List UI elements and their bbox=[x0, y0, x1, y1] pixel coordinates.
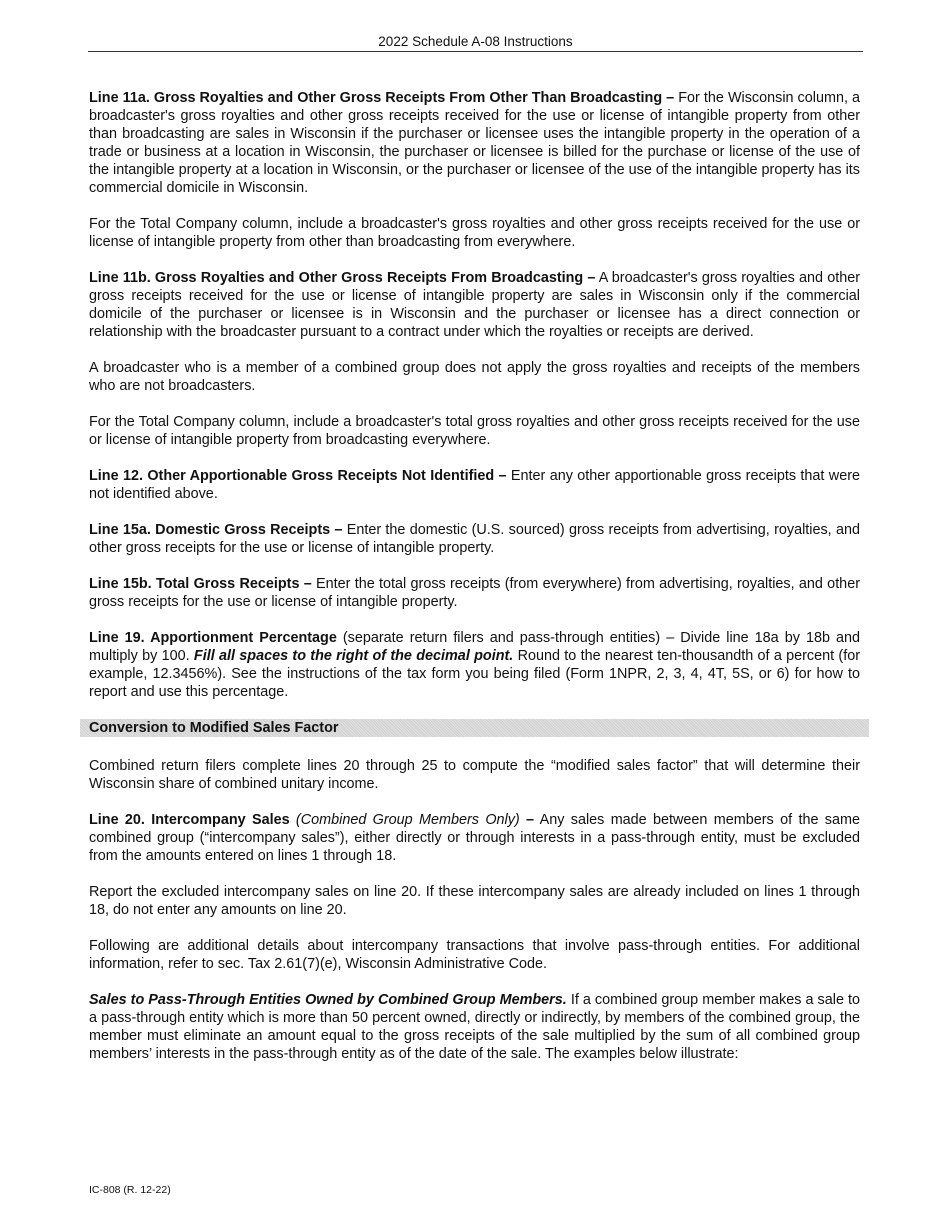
line-12-paragraph: Line 12. Other Apportionable Gross Receipts Not Identified – Enter any other apportionable gross receipts that were not identified above. bbox=[89, 468, 860, 502]
line-20-paragraph: Line 20. Intercompany Sales (Combined Group Members Only) – Any sales made between members of the same combined group (“intercompany sales”), either directly or through interests in a pass-through entity, must be excluded from the amounts entered on lines 1 through 18. bbox=[89, 812, 860, 864]
report-excluded-sales-paragraph: Report the excluded intercompany sales on line 20. If these intercompany sales are already included on lines 1 through 18, do not enter any amounts on line 20. bbox=[89, 884, 860, 918]
page-header bbox=[88, 33, 863, 52]
line-19-heading: Line 19. Apportionment Percentage bbox=[89, 630, 337, 646]
combined-return-paragraph: Combined return filers complete lines 20 through 25 to compute the “modified sales factor” that will determine their Wisconsin share of combined unitary income. bbox=[89, 758, 860, 792]
line-12-heading: Line 12. Other Apportionable Gross Receipts Not Identified – bbox=[89, 468, 507, 484]
line-15b-heading: Line 15b. Total Gross Receipts – bbox=[89, 576, 312, 592]
total-company-11a-paragraph: For the Total Company column, include a broadcaster's gross royalties and other gross receipts received for the use or license of intangible property from other than broadcasting from everywhere. bbox=[89, 216, 860, 250]
sales-to-pass-through-heading: Sales to Pass-Through Entities Owned by Combined Group Members. bbox=[89, 992, 567, 1008]
pass-through-details-paragraph: Following are additional details about intercompany transactions that involve pass-through entities. For additional information, refer to sec. Tax 2.61(7)(e), Wisconsin Administrative Code. bbox=[89, 938, 860, 972]
header-title: 2022 Schedule A-08 Instructions bbox=[378, 34, 573, 49]
line-11b-heading: Line 11b. Gross Royalties and Other Gross Receipts From Broadcasting – bbox=[89, 270, 596, 286]
line-15a-paragraph: Line 15a. Domestic Gross Receipts – Enter the domestic (U.S. sourced) gross receipts from advertising, royalties, and other gross receipts for the use or license of intangible property. bbox=[89, 522, 860, 556]
total-company-11b-paragraph: For the Total Company column, include a broadcaster's total gross royalties and other gross receipts received for the use or license of intangible property from broadcasting everywhere. bbox=[89, 414, 860, 448]
line-20-heading: Line 20. Intercompany Sales bbox=[89, 812, 290, 828]
form-id: IC-808 (R. 12-22) bbox=[89, 1184, 171, 1196]
section-heading-modified-sales-factor: Conversion to Modified Sales Factor bbox=[80, 719, 869, 737]
line-19-paragraph: Line 19. Apportionment Percentage (separate return filers and pass-through entities) – Divide line 18a by 18b and multiply by 100. Fill all spaces to the right of the decimal point. Round to the nearest ten-thousandth of a percent (for example, 12.3456%). See the instructions of the tax form you being filed (Form 1NPR, 2, 3, 4, 4T, 5S, or 6) for how to report and use this percentage. bbox=[89, 630, 861, 700]
instructions-body bbox=[89, 89, 860, 1081]
line-15a-heading: Line 15a. Domestic Gross Receipts – bbox=[89, 522, 343, 538]
line-11b-paragraph: Line 11b. Gross Royalties and Other Gross Receipts From Broadcasting – A broadcaster's gross royalties and other gross receipts received for the use or license of intangible property are sales in Wisconsin only if the commercial domicile of the purchaser or licensee is in Wisconsin and the purchaser or licensee has a direct connection or relationship with the broadcaster pursuant to a contract under which the royalties or receipts are derived. bbox=[89, 270, 860, 340]
line-11a-heading: Line 11a. Gross Royalties and Other Gross Receipts From Other Than Broadcasting – bbox=[89, 90, 675, 106]
page-footer bbox=[89, 1184, 171, 1197]
decimal-point-emphasis: Fill all spaces to the right of the decimal point. bbox=[193, 648, 514, 664]
sales-to-pass-through-paragraph: Sales to Pass-Through Entities Owned by Combined Group Members. If a combined group member makes a sale to a pass-through entity which is more than 50 percent owned, directly or indirectly, by members of the combined group, the member must eliminate an amount equal to the gross receipts of the sale multiplied by the sum of all combined group members’ interests in the pass-through entity as of the date of the sale. The examples below illustrate: bbox=[89, 992, 860, 1062]
combined-group-broadcaster-paragraph: A broadcaster who is a member of a combined group does not apply the gross royalties and receipts of the members who are not broadcasters. bbox=[89, 360, 860, 394]
line-15b-paragraph: Line 15b. Total Gross Receipts – Enter the total gross receipts (from everywhere) from advertising, royalties, and other gross receipts for the use or license of intangible property. bbox=[89, 576, 860, 610]
line-11a-paragraph: Line 11a. Gross Royalties and Other Gross Receipts From Other Than Broadcasting – For the Wisconsin column, a broadcaster's gross royalties and other gross receipts received for the use or license of intangible property from other than broadcasting are sales in Wisconsin if the purchaser or licensee uses the intangible property in the operation of a trade or business at a location in Wisconsin, the purchaser or licensee is billed for the purchase or license of the use of the intangible property at a location in Wisconsin, or the purchaser or licensee of the use of the intangible property has its commercial domicile in Wisconsin. bbox=[89, 90, 861, 196]
